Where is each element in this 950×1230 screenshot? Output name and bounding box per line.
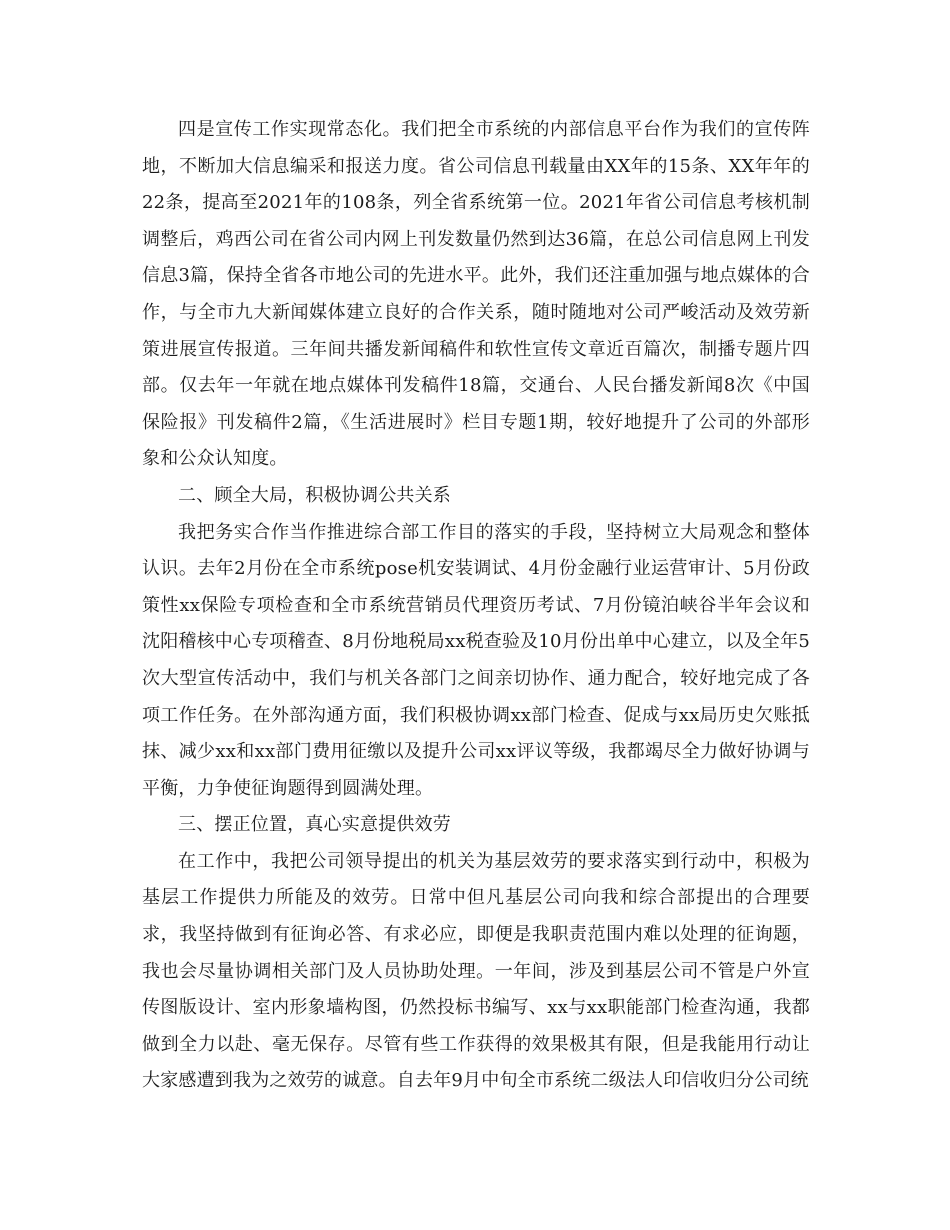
paragraph-service: 在工作中，我把公司领导提出的机关为基层效劳的要求落实到行动中，积极为基层工作提供力所能及的效劳。日常中但凡基层公司向我和综合部提出的合理要求，我坚持做到有征询必答、有求必应，即便是我职责范围内难以处理的征询题，我也会尽量协调相关部门及人员协助处理。一年间，涉及到基层公司不管是户外宣传图版设计、室内形象墙构图，仍然投标书编写、xx与xx职能部门检查沟通，我都做到全力以赴、毫无保存。尽管有些工作获得的效果极其有限，但是我能用行动让大家感遭到我为之效劳的诚意。自去年9月中旬全市系统二级法人印信收归分公司统 [142,850,810,1092]
paragraph-publicity: 四是宣传工作实现常态化。我们把全市系统的内部信息平台作为我们的宣传阵地，不断加大信息编采和报送力度。省公司信息刊载量由XX年的15条、XX年年的22条，提高至2021年的108条，列全省系统第一位。2021年省公司信息考核机制调整后，鸡西公司在省公司内网上刊发数量仍然到达36篇，在总公司信息网上刊发信息3篇，保持全省各市地公司的先进水平。此外，我们还注重加强与地点媒体的合作，与全市九大新闻媒体建立良好的合作关系，随时随地对公司严峻活动及效劳新策进展宣传报道。三年间共播发新闻稿件和软性宣传文章近百篇次，制播专题片四部。仅去年一年就在地点媒体刊发稿件18篇，交通台、人民台播发新闻8次《中国保险报》刊发稿件2篇，《生活进展时》栏目专题1期，较好地提升了公司的外部形象和公众认知度。 [142,119,810,470]
section-heading-public-relations: 二、顾全大局，积极协调公共关系 [178,484,451,506]
paragraph-cooperation: 我把务实合作当作推进综合部工作目的落实的手段，坚持树立大局观念和整体认识。去年2月份在全市系统pose机安装调试、4月份金融行业运营审计、5月份政策性xx保险专项检查和全市系统营销员代理资历考试、7月份镜泊峡谷半年会议和沈阳稽核中心专项稽查、8月份地税局xx税查验及10月份出单中心建立，以及全年5次大型宣传活动中，我们与机关各部门之间亲切协作、通力配合，较好地完成了各项工作任务。在外部沟通方面，我们积极协调xx部门检查、促成与xx局历史欠账抵抹、减少xx和xx部门费用征缴以及提升公司xx评议等级，我都竭尽全力做好协调与平衡，力争使征询题得到圆满处理。 [142,521,810,799]
section-heading-service: 三、摆正位置，真心实意提供效劳 [178,814,451,836]
document-body [142,112,810,1100]
